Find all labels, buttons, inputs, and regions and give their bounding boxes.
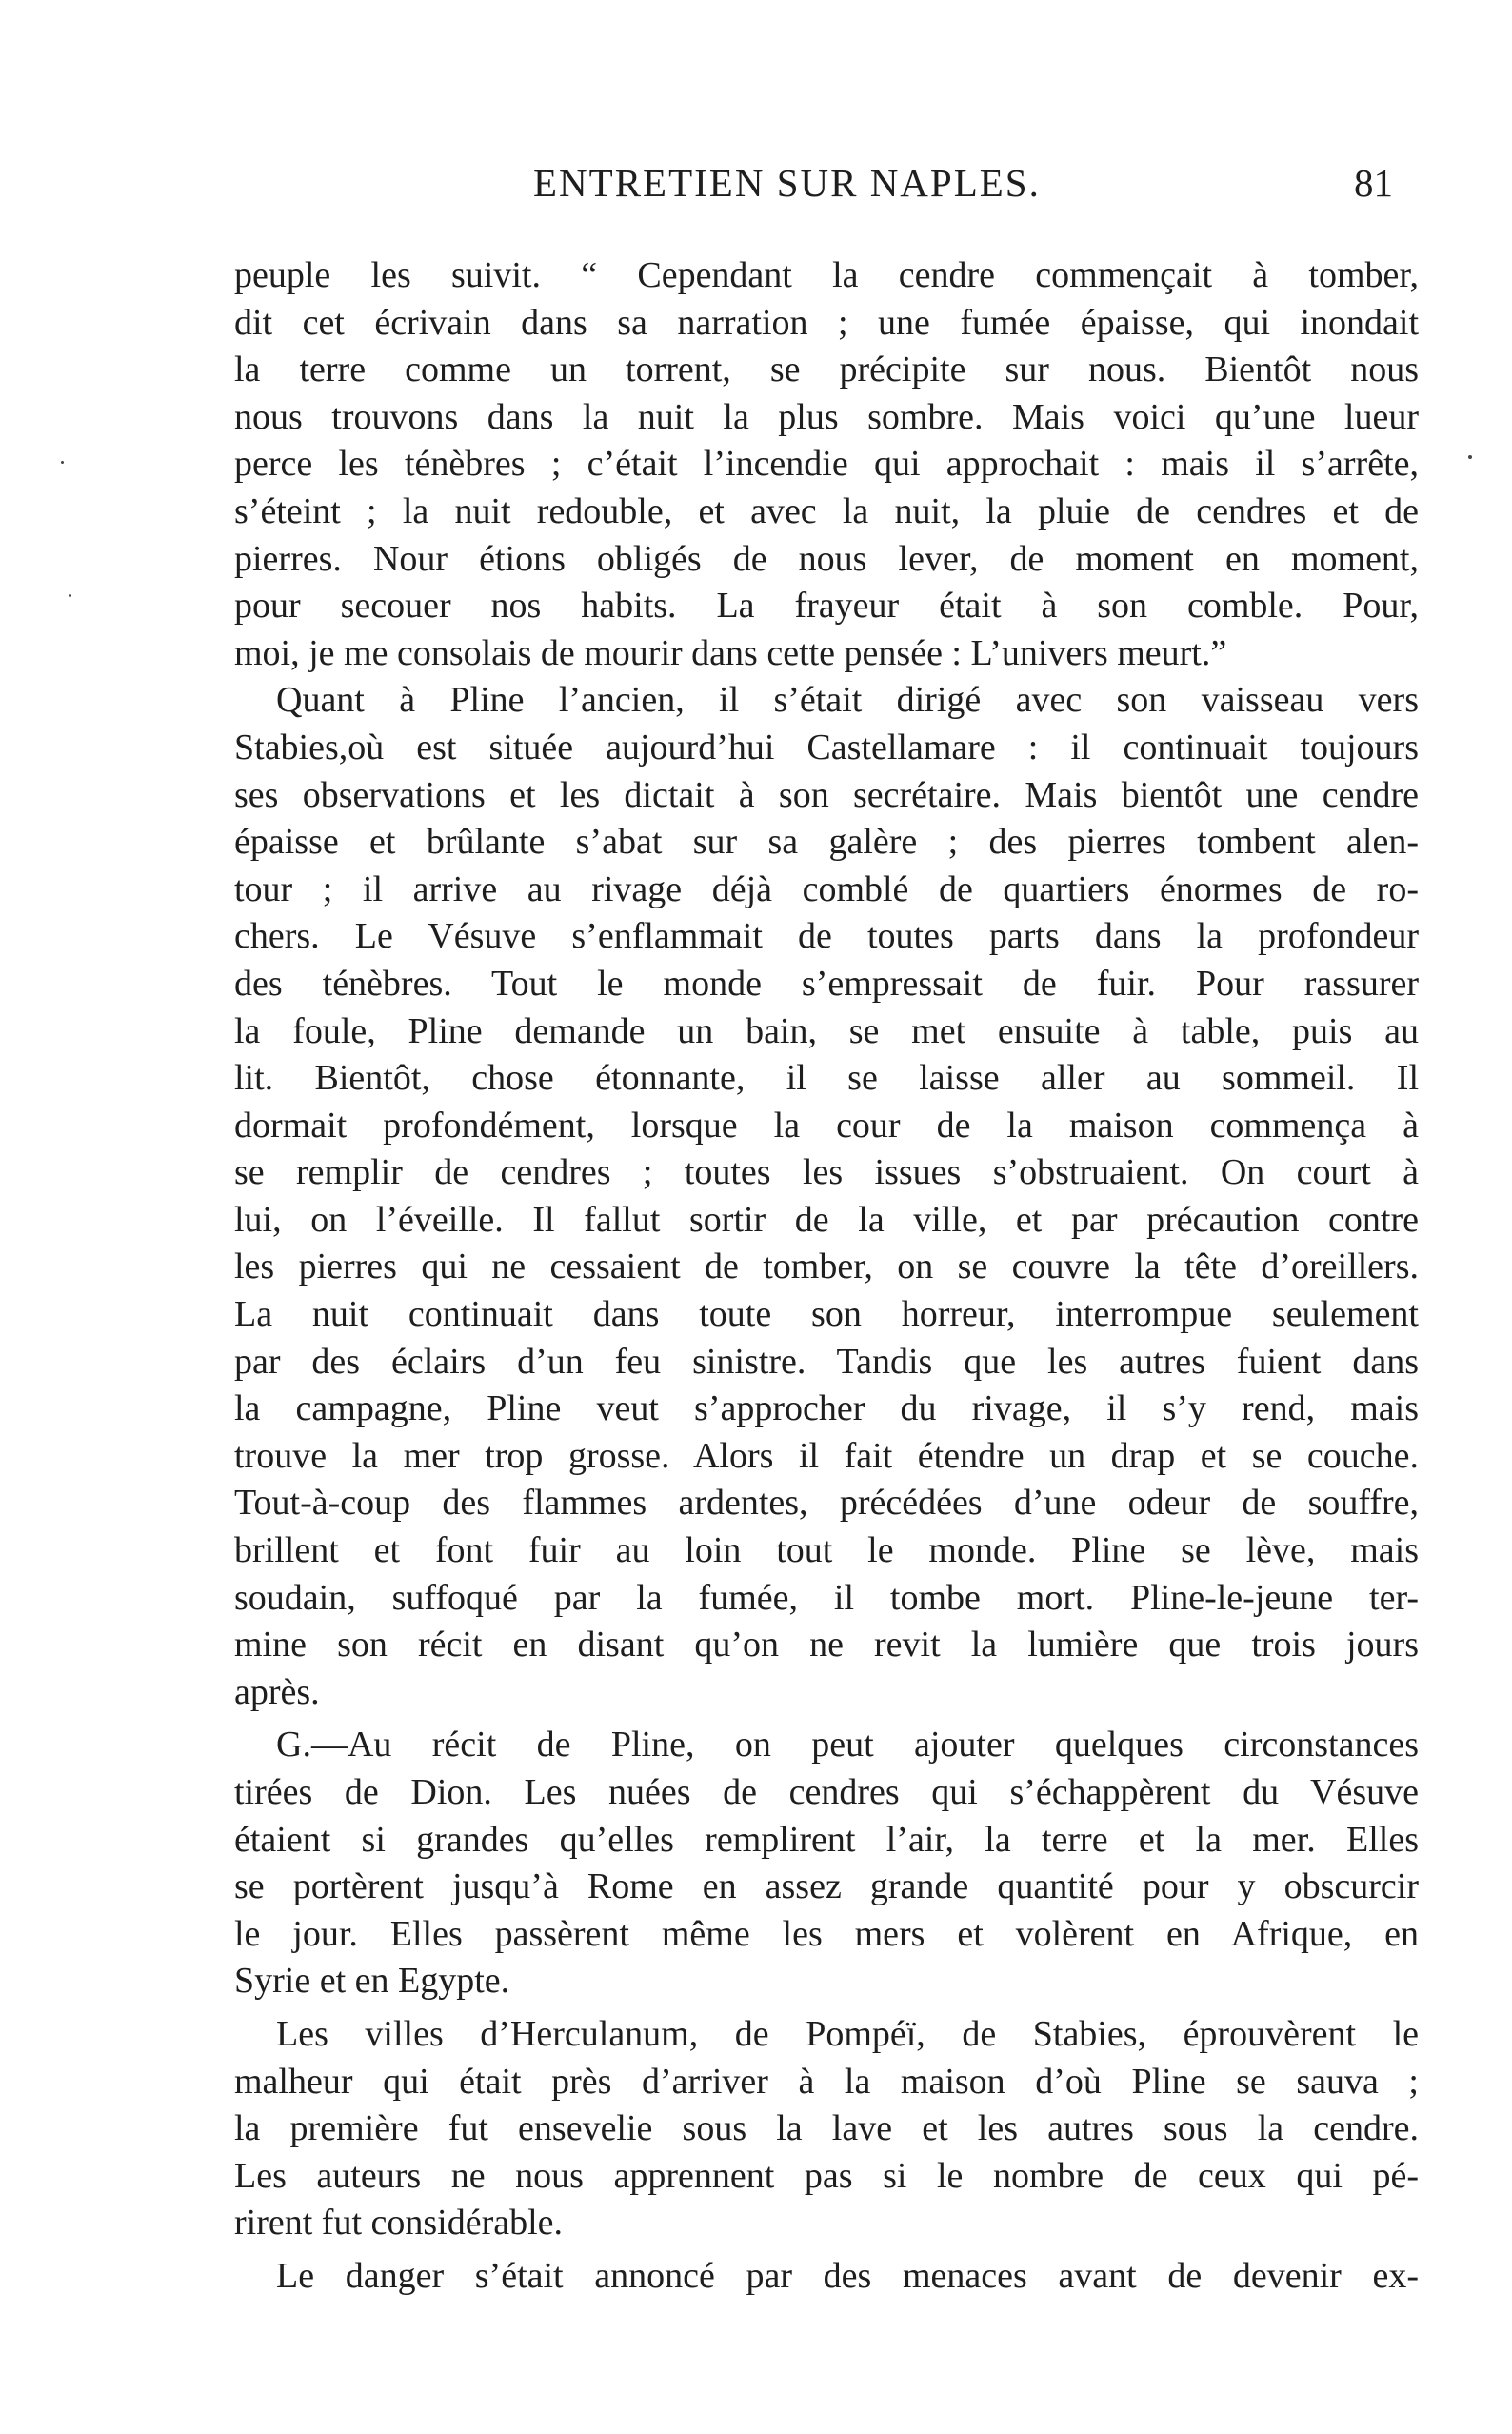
text-line: lui, on l’éveille. Il fallut sortir de la ville, et par précaution contre — [234, 1199, 1419, 1240]
paragraph-2 — [234, 677, 1419, 1716]
text-line: pierres. Nour étions obligés de nous lever, de moment en moment, — [234, 538, 1419, 579]
text-line: moi, je me consolais de mourir dans cette pensée : L’univers meurt.” — [234, 632, 1227, 673]
text-line: brillent et font fuir au loin tout le monde. Pline se lève, mais — [234, 1530, 1419, 1571]
text-line: la campagne, Pline veut s’approcher du rivage, il s’y rend, mais — [234, 1388, 1419, 1429]
text-line: se remplir de cendres ; toutes les issues s’obstruaient. On court à — [234, 1152, 1419, 1193]
text-line: pour secouer nos habits. La frayeur était à son comble. Pour, — [234, 586, 1419, 627]
page-number: 81 — [1354, 161, 1393, 205]
text-line: la foule, Pline demande un bain, se met ensuite à table, puis au — [234, 1010, 1419, 1051]
text-line: malheur qui était près d’arriver à la maison d’où Pline se sauva ; — [234, 2061, 1419, 2102]
text-line: étaient si grandes qu’elles remplirent l’air, la terre et la mer. Elles — [234, 1819, 1419, 1860]
text-line: Quant à Pline l’ancien, il s’était dirigé avec son vaisseau vers — [276, 680, 1419, 721]
text-line: peuple les suivit. “ Cependant la cendre commençait à tomber, — [234, 255, 1419, 295]
text-line: mine son récit en disant qu’on ne revit la lumière que trois jours — [234, 1625, 1419, 1666]
text-line: le jour. Elles passèrent même les mers et volèrent en Afrique, en — [234, 1913, 1419, 1954]
text-line: dit cet écrivain dans sa narration ; une fumée épaisse, qui inondait — [234, 302, 1419, 343]
text-line: Stabies,où est située aujourd’hui Castellamare : il continuait toujours — [234, 727, 1419, 768]
text-line: des ténèbres. Tout le monde s’empressait de fuir. Pour rassurer — [234, 963, 1419, 1004]
text-line: La nuit continuait dans toute son horreur, interrompue seulement — [234, 1294, 1419, 1335]
text-line: se portèrent jusqu’à Rome en assez grande quantité pour y obscurcir — [234, 1866, 1419, 1907]
text-line: s’éteint ; la nuit redouble, et avec la nuit, la pluie de cendres et de — [234, 490, 1419, 531]
body-text — [234, 252, 1419, 2301]
paragraph-4 — [234, 2011, 1419, 2247]
text-line: après. — [234, 1671, 320, 1712]
text-line: Tout-à-coup des flammes ardentes, précédées d’une odeur de souffre, — [234, 1483, 1419, 1524]
paragraph-3 — [234, 1722, 1419, 2005]
text-line: lit. Bientôt, chose étonnante, il se laisse aller au sommeil. Il — [234, 1058, 1419, 1099]
text-line: perce les ténèbres ; c’était l’incendie qui approchait : mais il s’arrête, — [234, 444, 1419, 485]
text-line: ses observations et les dictait à son secrétaire. Mais bientôt une cendre — [234, 774, 1419, 815]
scan-speck — [69, 594, 71, 597]
text-line: épaisse et brûlante s’abat sur sa galère ; des pierres tombent alen- — [234, 822, 1419, 863]
paragraph-5 — [234, 2253, 1419, 2301]
running-title: ENTRETIEN SUR NAPLES. — [533, 161, 1041, 205]
text-line: par des éclairs d’un feu sinistre. Tandis que les autres fuient dans — [234, 1341, 1419, 1382]
text-line: Le danger s’était annoncé par des menaces avant de devenir ex- — [276, 2255, 1419, 2296]
text-line: dormait profondément, lorsque la cour de la maison commença à — [234, 1105, 1419, 1146]
text-line: rirent fut considérable. — [234, 2203, 564, 2244]
text-line: Syrie et en Egypte. — [234, 1961, 510, 2002]
text-line: trouve la mer trop grosse. Alors il fait étendre un drap et se couche. — [234, 1435, 1419, 1476]
text-line: la première fut ensevelie sous la lave et les autres sous la cendre. — [234, 2108, 1419, 2149]
text-line: G.—Au récit de Pline, on peut ajouter quelques circonstances — [276, 1725, 1419, 1766]
text-line: tirées de Dion. Les nuées de cendres qui s’échappèrent du Vésuve — [234, 1772, 1419, 1812]
text-line: la terre comme un torrent, se précipite sur nous. Bientôt nous — [234, 349, 1419, 390]
text-line: Les villes d’Herculanum, de Pompéï, de Stabies, éprouvèrent le — [276, 2013, 1419, 2054]
text-line: Les auteurs ne nous apprennent pas si le nombre de ceux qui pé- — [234, 2155, 1419, 2196]
scan-speck — [61, 461, 64, 464]
scan-speck — [1468, 455, 1472, 459]
text-line: tour ; il arrive au rivage déjà comblé de quartiers énormes de ro- — [234, 868, 1419, 909]
text-line: chers. Le Vésuve s’enflammait de toutes parts dans la profondeur — [234, 916, 1419, 957]
paragraph-1 — [234, 252, 1419, 677]
text-line: soudain, suffoqué par la fumée, il tombe mort. Pline-le-jeune ter- — [234, 1577, 1419, 1618]
text-line: nous trouvons dans la nuit la plus sombre. Mais voici qu’une lueur — [234, 396, 1419, 437]
text-line: les pierres qui ne cessaient de tomber, on se couvre la tête d’oreillers. — [234, 1247, 1419, 1287]
